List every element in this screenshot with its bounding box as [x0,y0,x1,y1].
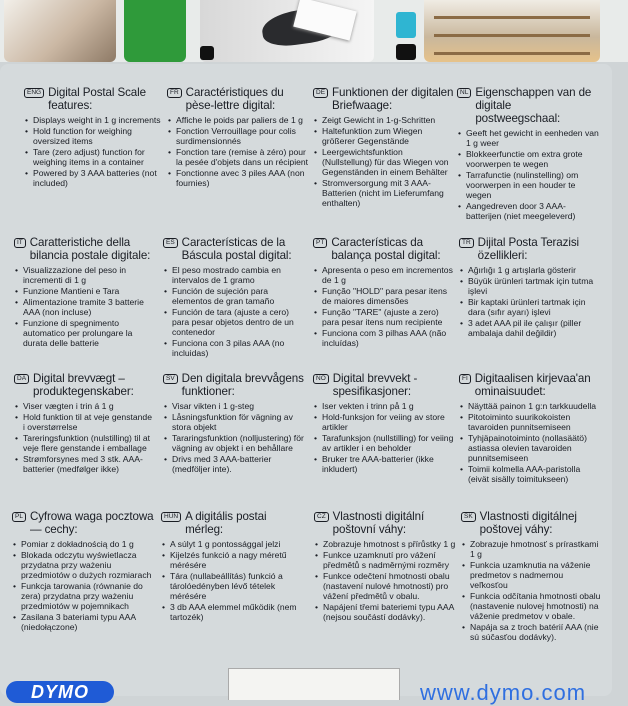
feature-item: • Función de tara (ajuste a cero) para pesar objetos dentro de un contenedor [172,307,305,337]
section-title: Digital brevvekt - spesifikasjoner: [332,372,418,398]
section-fr [167,86,309,189]
section-title: Cyfrowa waga pocztowa — cechy: [29,510,154,536]
feature-item: • Funkce uzamknutí pro vážení předmětů s nadměrnými rozměry [323,550,456,570]
section-title: Características da balança postal digital: [331,236,441,262]
feature-item: • Tararingsfunktion (nolljustering) för vägning av objekt i en behållare [172,433,305,453]
section-de [313,86,455,209]
feature-item: • Displays weight in 1 g increments [33,115,166,125]
section-fi [459,372,601,485]
feature-item: • Fonction Verrouillage pour colis surdimensionnés [176,126,309,146]
feature-item: • Blokkeerfunctie om extra grote voorwerpen te wegen [466,149,599,169]
section-no [313,372,455,475]
feature-item: • Tára (nullabeállítás) funkció a tárolóedényben lévő tételek mérésére [170,571,303,601]
section-tr [459,236,601,339]
feature-item: • Pitotoiminto suurikokoisten tavaroiden punnitsemiseen [468,412,601,432]
feature-item: • Haltefunktion zum Wiegen größerer Gegenstände [322,126,455,146]
feature-item: • Näyttää painon 1 g:n tarkkuudella [468,401,601,411]
website-url: www.dymo.com [420,680,587,705]
lang-code: ENG [24,88,44,98]
feature-item: • Blokada odczytu wyświetlacza przydatna przy ważeniu przedmiotów o dużych rozmiarach [21,550,154,580]
lang-code: PL [12,512,26,522]
feature-item: • Funzione di spegnimento automatico per prolungare la durata delle batterie [23,318,156,348]
section-it [14,236,156,349]
feature-item: • Visar vikten i 1 g-steg [172,401,305,411]
section-title: Funktionen der digitalen Briefwaage: [332,86,454,112]
feature-item: • 3 db AAA elemmel működik (nem tartozék) [170,602,303,622]
section-eng [24,86,166,189]
feature-item: • Toimii kolmella AAA-paristolla (eivät sisälly toimitukseen) [468,464,601,484]
feature-item: • Bir kaptaki ürünleri tartmak için dara (sıfır ayarı) işlevi [468,297,601,317]
feature-item: • El peso mostrado cambia en intervalos de 1 gramo [172,265,305,285]
feature-item: • Stromversorgung mit 3 AAA-Batterien (nicht im Lieferumfang enthalten) [322,178,455,208]
feature-item: • Visualizzazione del peso in incrementi di 1 g [23,265,156,285]
feature-item: • Drivs med 3 AAA-batterier (medföljer inte). [172,454,305,474]
lang-code: SV [163,374,178,384]
lang-code: TR [459,238,474,248]
feature-item: • Funkcia uzamknutia na váženie predmetov s nadmernou veľkosťou [470,560,603,590]
feature-item: • Napája sa z troch batérií AAA (nie sú súčasťou dodávky). [470,622,603,642]
section-title: Den digitala brevvågens funktioner: [181,372,304,398]
feature-item: • Affiche le poids par paliers de 1 g [176,115,309,125]
shelf-photo [424,0,600,62]
section-nl [457,86,599,222]
feature-item: • Pomiar z dokładnością do 1 g [21,539,154,549]
section-title: Características de la Báscula postal digital: [181,236,292,262]
feature-item: • Kijelzés funkció a nagy méretű mérésére [170,550,303,570]
black-swatch-2 [396,44,416,60]
section-title: Vlastnosti digitálnej poštovej váhy: [479,510,577,536]
feature-item: • A súlyt 1 g pontossággal jelzi [170,539,303,549]
feature-item: • 3 adet AAA pil ile çalışır (piller ambalaja dahil değildir) [468,318,601,338]
feature-item: • Ağırlığı 1 g artışlarla gösterir [468,265,601,275]
section-title: Vlastnosti digitální poštovní váhy: [332,510,425,536]
section-title: A digitális postai mérleg: [185,510,267,536]
lang-code: ES [163,238,178,248]
feature-item: • Aangedreven door 3 AAA-batterijen (niet meegeleverd) [466,201,599,221]
feature-item: • Iser vekten i trinn på 1 g [322,401,455,411]
feature-item: • Büyük ürünleri tartmak için tutma işlevi [468,276,601,296]
feature-item: • Apresenta o peso em incrementos de 1 g [322,265,455,285]
feature-item: • Strømforsynes med 3 stk. AAA-batterier (medfølger ikke) [23,454,156,474]
section-cz [314,510,456,623]
section-title: Eigenschappen van de digitale postweegschaal: [475,86,592,125]
feature-item: • Alimentazione tramite 3 batterie AAA (non incluse) [23,297,156,317]
feature-item: • Hold-funksjon for veiing av store artikler [322,412,455,432]
feature-item: • Hold function for weighing oversized items [33,126,166,146]
feature-item: • Fonctionne avec 3 piles AAA (non fournies) [176,168,309,188]
section-title: Digital brevvægt – produktegenskaber: [33,372,134,398]
section-pt [313,236,455,349]
feature-item: • Hold funktion til at veje genstande i overstørrelse [23,412,156,432]
feature-item: • Geeft het gewicht in eenheden van 1 g weer [466,128,599,148]
lang-code: DE [313,88,328,98]
feature-item: • Zeigt Gewicht in 1-g-Schritten [322,115,455,125]
section-title: Dijital Posta Terazisi özellikleri: [477,236,579,262]
feature-item: • Låsningsfunktion för vägning av stora objekt [172,412,305,432]
section-title: Caratteristiche della bilancia postale digitale: [29,236,151,262]
feature-item: • Viser vægten i trin á 1 g [23,401,156,411]
lang-code: DA [14,374,29,384]
feature-item: • Zasilana 3 bateriami typu AAA (niedołączone) [21,612,154,632]
section-da [14,372,156,475]
lang-code: NL [457,88,471,98]
feature-item: • Tareringsfunktion (nulstilling) til at veje flere genstande i emballage [23,433,156,453]
section-es [163,236,305,359]
feature-item: • Napájení třemi bateriemi typu AAA (nejsou součástí dodávky). [323,602,456,622]
lang-code: FI [459,374,471,384]
feature-item: • Tyhjäpainotoiminto (nollasäätö) astiassa olevien tavaroiden punnitsemiseen [468,433,601,463]
barcode-area [228,668,400,700]
blue-swatch [396,12,416,38]
lang-code: PT [313,238,327,248]
feature-item: • Leergewichtsfunktion (Nullstellung) für das Wiegen von Gegenständen in einem Behälter [322,147,455,177]
section-sv [163,372,305,475]
feature-item: • Fonction tare (remise à zéro) pour la pesée d'objets dans un récipient [176,147,309,167]
scale-photo [200,0,374,62]
section-title: Caractéristiques du pèse-lettre digital: [185,86,284,112]
lang-code: SK [461,512,476,522]
lang-code: FR [167,88,182,98]
dymo-logo: DYMO [6,681,114,703]
feature-item: • Funciona con 3 pilas AAA (no incluidas) [172,338,305,358]
feature-item: • Tarrafunctie (nulinstelling) om voorwerpen in een houder te wegen [466,170,599,200]
feature-item: • Funkcja tarowania (równanie do zera) przydatna przy ważeniu przedmiotów w pojemnikach [21,581,154,611]
section-hun [161,510,303,623]
lang-code: HUN [161,512,181,522]
feature-item: • Bruker tre AAA-batterier (ikke inkludert) [322,454,455,474]
feature-item: • Funkcia odčítania hmotnosti obalu (nastavenie nulovej hmotnosti) na váženie predmetov v obale. [470,591,603,621]
feature-item: • Powered by 3 AAA batteries (not included) [33,168,166,188]
lang-code: NO [313,374,329,384]
feature-item: • Zobrazuje hmotnost s přírůstky 1 g [323,539,456,549]
feature-item: • Función de sujeción para elementos de gran tamaño [172,286,305,306]
feature-item: • Função "TARE" (ajuste a zero) para pesar itens num recipiente [322,307,455,327]
feature-item: • Função "HOLD" para pesar itens de maiores dimensões [322,286,455,306]
green-swatch [124,0,186,62]
feature-item: • Tare (zero adjust) function for weighing items in a container [33,147,166,167]
feature-item: • Tarafunksjon (nullstilling) for veiing av artikler i en beholder [322,433,455,453]
section-title: Digitaalisen kirjevaa'an ominaisuudet: [474,372,591,398]
feature-item: • Funkce odečtení hmotnosti obalu (nastavení nulové hmotnosti) pro vážení předmětů v obalu. [323,571,456,601]
section-sk [461,510,603,643]
section-pl [12,510,154,633]
product-photo-strip [0,0,628,62]
hand-photo [4,0,116,62]
lang-code: IT [14,238,26,248]
feature-item: • Zobrazuje hmotnosť s prírastkami 1 g [470,539,603,559]
section-title: Digital Postal Scale features: [48,86,146,112]
lang-code: CZ [314,512,329,522]
black-swatch [200,46,214,60]
feature-item: • Funzione Mantieni e Tara [23,286,156,296]
feature-item: • Funciona com 3 pilhas AAA (não incluídas) [322,328,455,348]
